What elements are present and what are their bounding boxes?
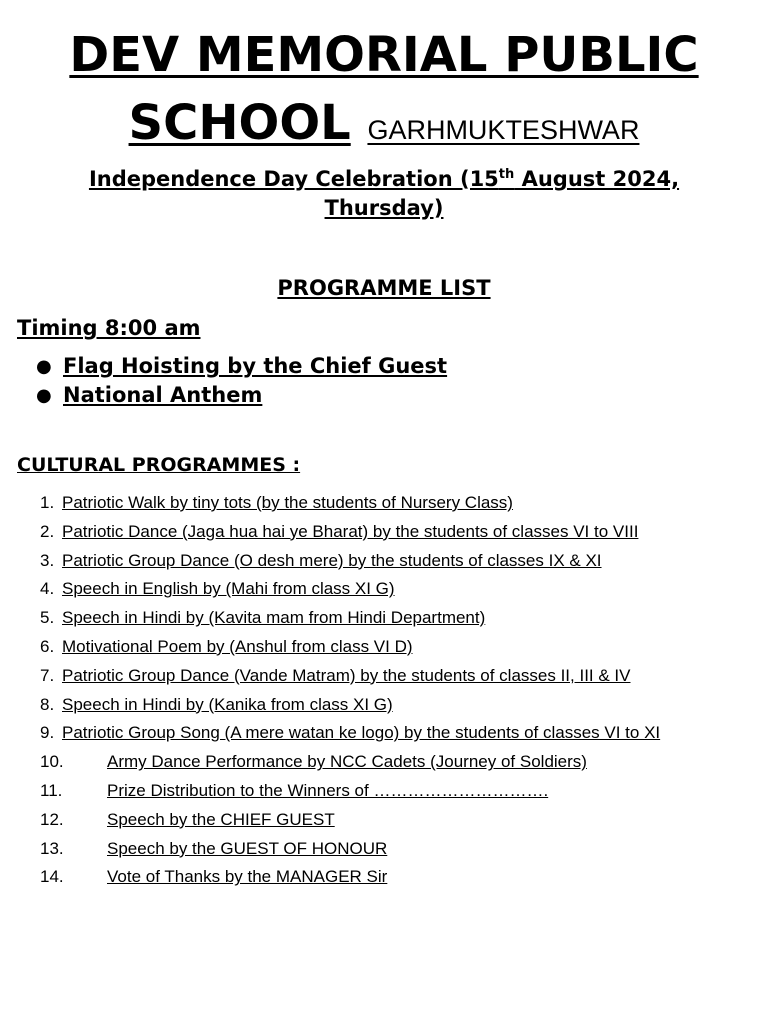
item-number: 10.: [40, 752, 64, 772]
programme-list-heading: PROGRAMME LIST: [277, 276, 491, 300]
bullet-icon: ●: [36, 356, 52, 377]
list-item: [0, 604, 768, 633]
item-number: 4.: [40, 579, 55, 599]
list-item: [0, 489, 768, 518]
event-title-prefix: Independence Day Celebration (15: [88, 167, 499, 191]
item-number: 5.: [40, 608, 55, 628]
event-title: [40, 165, 728, 223]
opening-item-text: National Anthem: [63, 383, 263, 407]
list-item: [0, 806, 768, 835]
item-text: Motivational Poem by (Anshul from class VI D): [62, 636, 413, 656]
item-text: Speech by the GUEST OF HONOUR: [107, 838, 388, 858]
item-text: Patriotic Group Song (A mere watan ke logo) by the students of classes VI to XI: [62, 723, 661, 743]
bullet-icon: ●: [36, 385, 52, 406]
event-title-suffix: August 2024,: [514, 167, 680, 191]
list-item: [0, 748, 768, 777]
item-number: 1.: [40, 493, 55, 512]
list-item: [0, 662, 768, 691]
item-text: Army Dance Performance by NCC Cadets (Journey of Soldiers): [107, 752, 587, 772]
list-item: [0, 719, 768, 748]
list-item: [0, 863, 768, 892]
list-item: [0, 633, 768, 662]
item-number: 13.: [40, 838, 64, 858]
item-number: 6.: [40, 636, 55, 656]
item-text: Speech in English by (Mahi from class XI G): [62, 579, 395, 599]
school-name-line1: [0, 22, 768, 88]
list-item: [0, 835, 768, 864]
event-title-line2: Thursday): [324, 196, 444, 220]
list-item: [0, 777, 768, 806]
list-item: [0, 547, 768, 576]
item-number: 3.: [40, 550, 55, 570]
item-number: 2.: [40, 521, 55, 541]
list-item: [0, 575, 768, 604]
item-text: Vote of Thanks by the MANAGER Sir: [107, 867, 388, 887]
item-text: Speech by the CHIEF GUEST: [107, 809, 335, 829]
school-name-line2: [0, 90, 768, 163]
list-item: [0, 518, 768, 547]
list-item: [0, 691, 768, 720]
cultural-programmes-heading: CULTURAL PROGRAMMES :: [17, 454, 301, 476]
school-location: GARHMUKTESHWAR: [367, 115, 640, 145]
list-item: [0, 352, 768, 381]
item-text: Patriotic Walk by tiny tots (by the students of Nursery Class): [62, 493, 513, 512]
timing-label: Timing 8:00 am: [17, 316, 201, 340]
item-number: 7.: [40, 665, 55, 685]
cultural-items-list: [0, 489, 768, 892]
list-item: [0, 381, 768, 410]
opening-items-list: [0, 352, 768, 410]
item-number: 9.: [40, 723, 55, 743]
item-number: 11.: [40, 780, 63, 800]
item-text: Patriotic Group Dance (O desh mere) by the students of classes IX & XI: [62, 550, 602, 570]
item-number: 12.: [40, 809, 64, 829]
event-title-superscript: th: [498, 167, 515, 182]
school-name-line2-text: SCHOOL: [128, 95, 351, 151]
item-text: Prize Distribution to the Winners of ………………………….: [107, 780, 549, 800]
opening-item-text: Flag Hoisting by the Chief Guest: [63, 354, 448, 378]
item-number: 14.: [40, 867, 64, 887]
school-name-line1-text: DEV MEMORIAL PUBLIC: [69, 27, 699, 83]
item-text: Speech in Hindi by (Kanika from class XI G): [62, 694, 393, 714]
item-number: 8.: [40, 694, 55, 714]
item-text: Patriotic Dance (Jaga hua hai ye Bharat) by the students of classes VI to VIII: [62, 521, 639, 541]
item-text: Patriotic Group Dance (Vande Matram) by the students of classes II, III & IV: [62, 665, 631, 685]
item-text: Speech in Hindi by (Kavita mam from Hindi Department): [62, 608, 486, 628]
